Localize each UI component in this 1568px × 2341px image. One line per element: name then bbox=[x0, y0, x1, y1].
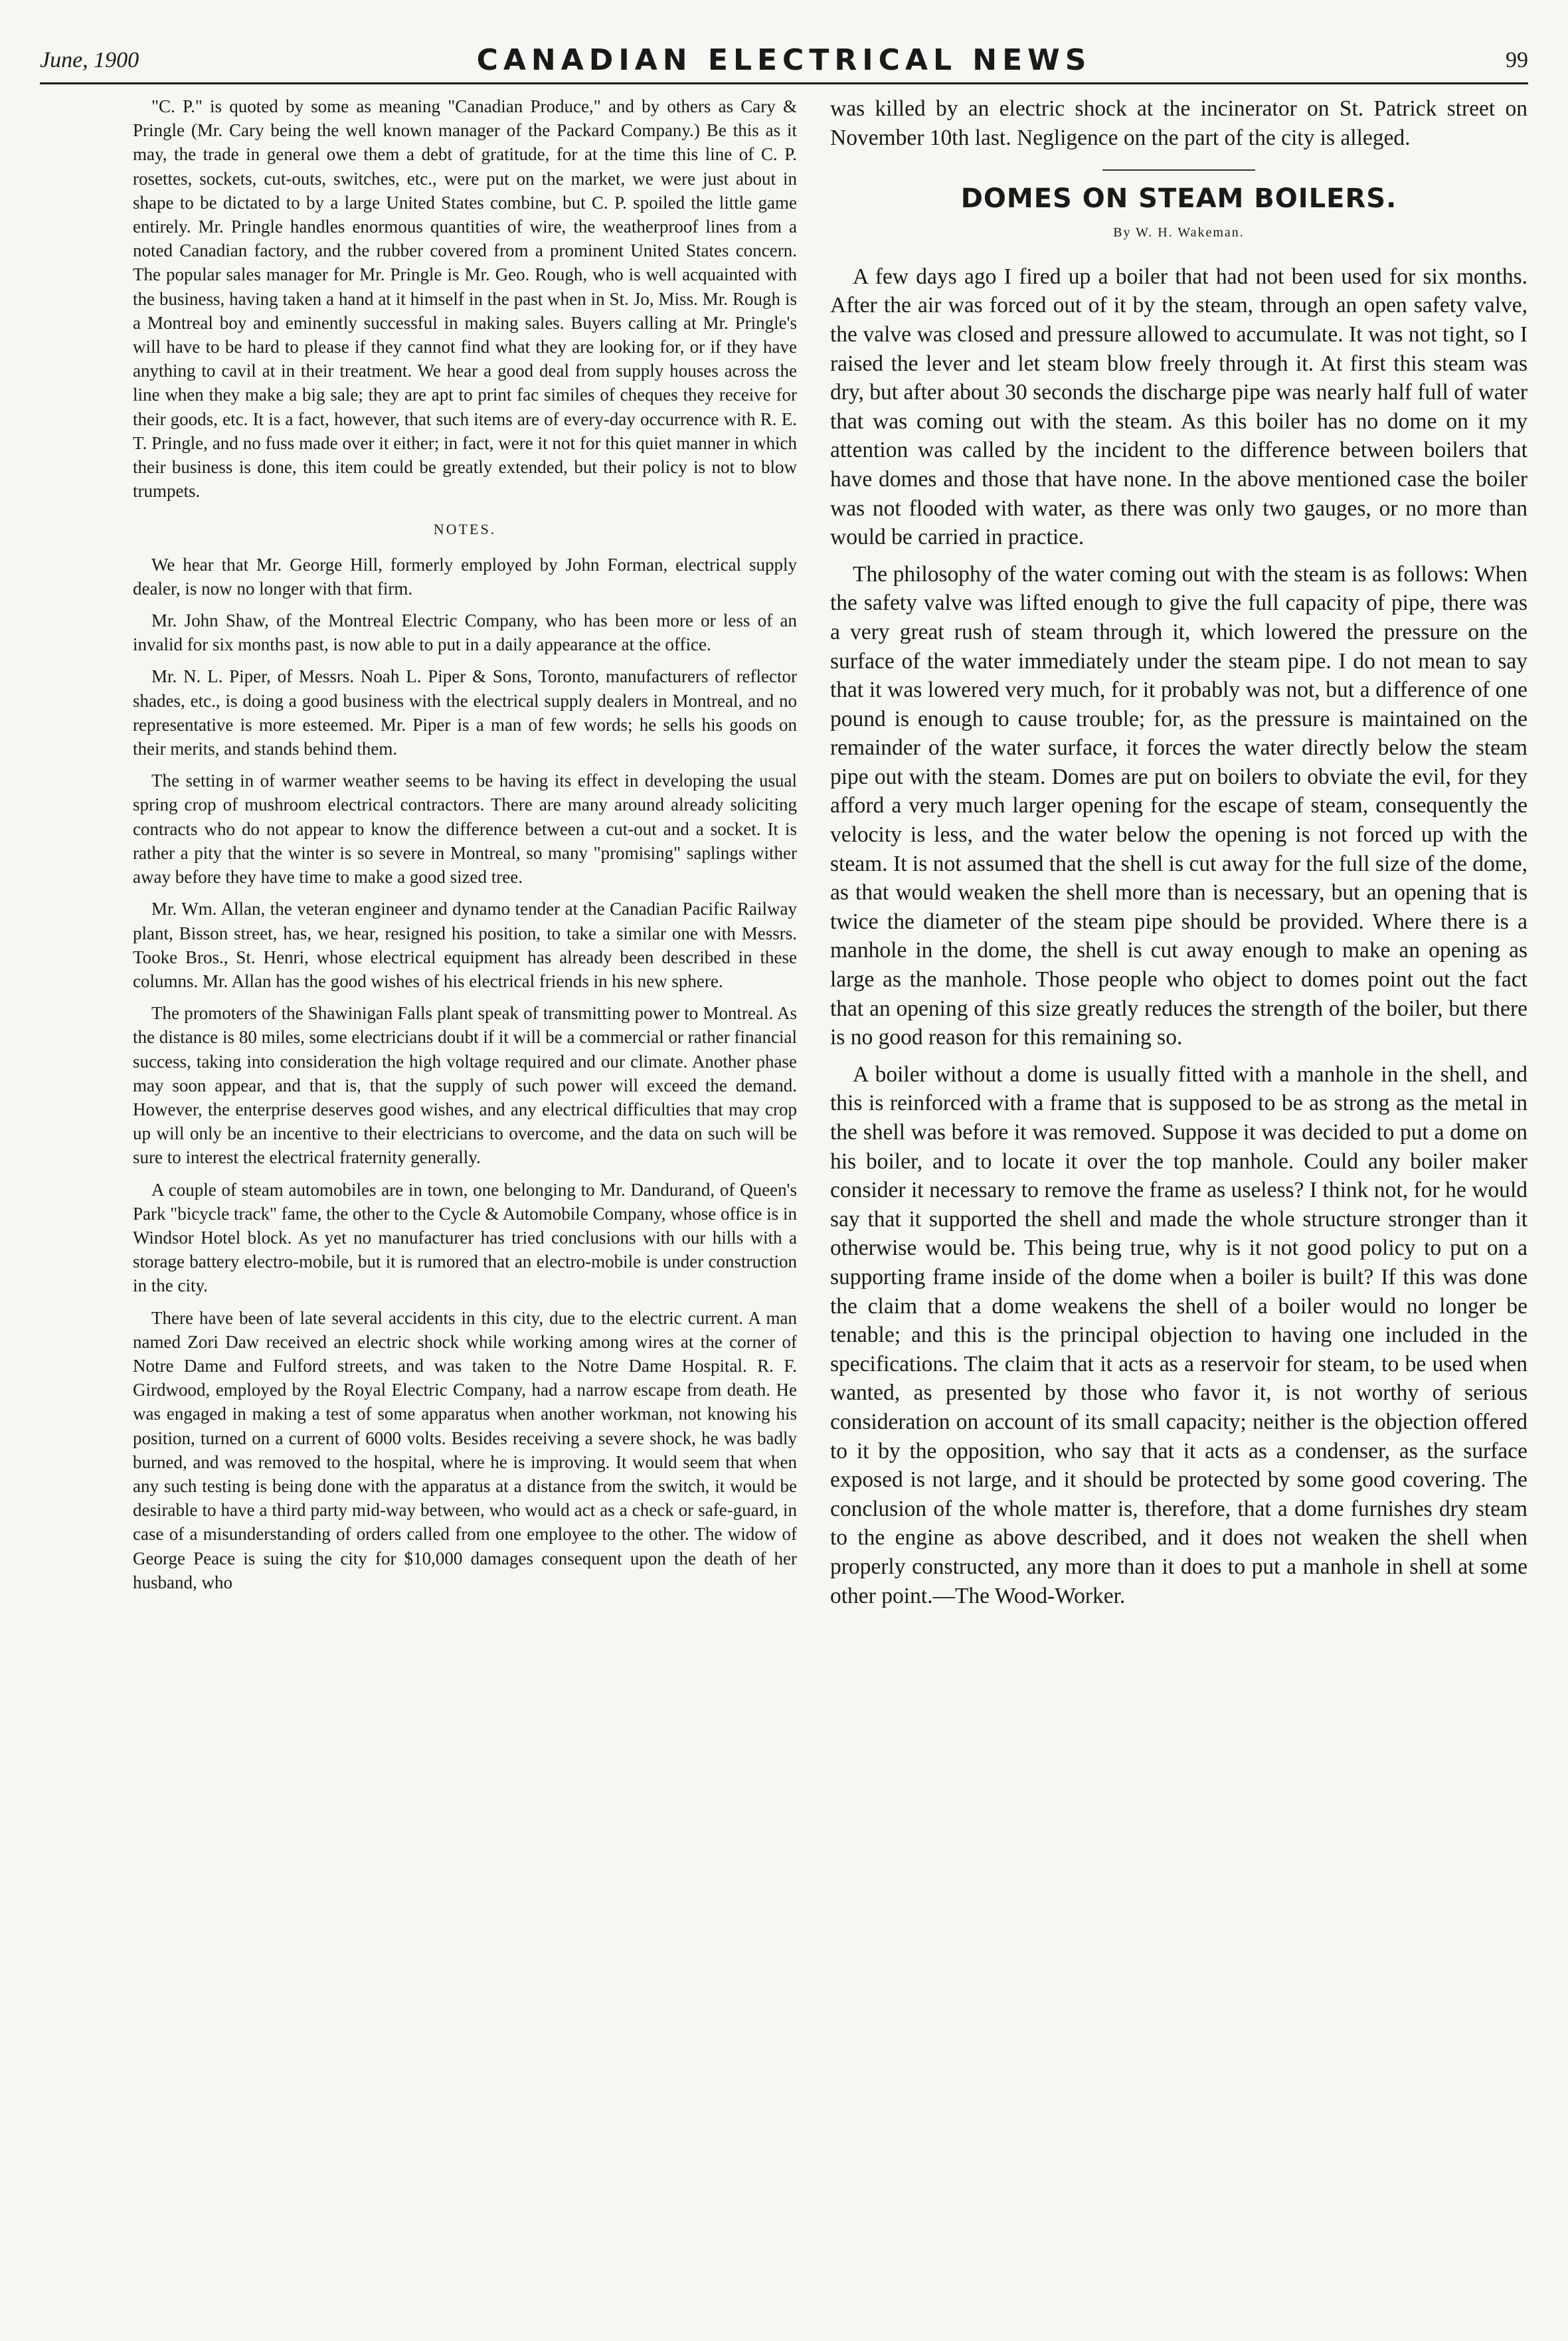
note-paragraph: Mr. N. L. Piper, of Messrs. Noah L. Piper & Sons, Toronto, manufacturers of reflector shades, etc., is doing a good business with the electrical supply dealers in Montreal, and no representative is more esteemed. Mr. Piper is a man of few words; he sells his goods on their merits, and stands behind them. bbox=[133, 666, 797, 759]
note-paragraph: Mr. Wm. Allan, the veteran engineer and dynamo tender at the Canadian Pacific Railway plant, Bisson street, has, we hear, resigned his position, to take a similar one with Messrs. Tooke Bros., St. Henri, whose electrical equipment has already been described in these columns. Mr. Allan has the good wishes of his electrical friends in his new sphere. bbox=[133, 899, 797, 991]
note-paragraph: The setting in of warmer weather seems to be having its effect in developing the usual spring crop of mushroom electrical contractors. There are many around already soliciting contracts who do not appear to know the difference between a cut-out and a socket. It is rather a pity that the winter is so severe in Montreal, so many "promising" saplings wither away before they have time to make a good sized tree. bbox=[133, 771, 797, 888]
issue-date: June, 1900 bbox=[40, 48, 139, 72]
page-number: 99 bbox=[1506, 48, 1528, 72]
continuation-paragraph: was killed by an electric shock at the incinerator on St. Patrick street on November 10th last. Negligence on the part of the city is alleged. bbox=[830, 96, 1527, 150]
note-paragraph: A couple of steam automobiles are in town, one belonging to Mr. Dandurand, of Queen's Park "bicycle track" fame, the other to the Cycle & Automobile Company, whose office is in Windsor Hotel block. As yet no manufacturer has tried conclusions with our hills with a storage battery electro-mobile, but it is rumored that an electro-mobile is under construction in the city. bbox=[133, 1179, 797, 1296]
note-paragraph: There have been of late several accidents in this city, due to the electric current. A man named Zori Daw received an electric shock while working among wires at the corner of Notre Dame and Fulford streets, and was taken to the Notre Dame Hospital. R. F. Girdwood, employed by the Royal Electric Company, had a narrow escape from death. He was engaged in making a test of some apparatus when another workman, not knowing his position, turned on a current of 6000 volts. Besides receiving a severe shock, he was badly burned, and was removed to the hospital, where he is improving. It would seem that when any such testing is being done with the apparatus at a distance from the switch, it would be desirable to have a third party mid-way between, who would act as a check or safe-guard, in case of a misunderstanding of orders called from one employee to the other. The widow of George Peace is suing the city for $10,000 damages consequent upon the death of her husband, who bbox=[133, 1307, 797, 1592]
right-column bbox=[830, 94, 1527, 1610]
intro-paragraph: "C. P." is quoted by some as meaning "Canadian Produce," and by others as Cary & Pringle (Mr. Cary being the well known manager of the Packard Company.) Be this as it may, the trade in general owe them a debt of gratitude, for at the time this line of C. P. rosettes, sockets, cut-outs, switches, etc., were put on the market, we were just about in shape to be dictated to by a large United States combine, but C. P. spoiled the little game entirely. Mr. Pringle handles enormous quantities of wire, the weatherproof lines from a noted Canadian factory, and the rubber covered from a prominent United States concern. The popular sales manager for Mr. Pringle is Mr. Geo. Rough, who is well acquainted with the business, having taken a hand at it himself in the past when in St. Jo, Miss. Mr. Rough is a Montreal boy and eminently successful in making sales. Buyers calling at Mr. Pringle's will have to be hard to please if they cannot find what they are looking for, or if they have anything to cavil at in their treatment. We hear a good deal from supply houses across the line when they make a big sale; they are apt to print fac similes of cheques they receive for their goods, etc. It is a fact, however, that such items are of every-day occurrence with R. E. T. Pringle, and no fuss made over it either; in fact, were it not for this quiet manner in which their business is done, this item could be greatly extended, but their policy is not to blow trumpets. bbox=[133, 96, 797, 502]
article-byline: By W. H. Wakeman. bbox=[1113, 225, 1245, 240]
notes-heading: NOTES. bbox=[433, 521, 497, 538]
article-paragraph: The philosophy of the water coming out with the steam is as follows: When the safety valve was lifted enough to give the full capacity of pipe, there was a very great rush of steam through it, which lowered the pressure on the surface of the water immediately under the steam pipe. I do not mean to say that it was lowered very much, for it probably was not, but a difference of one pound is enough to cause trouble; for, as the pressure is maintained on the remainder of the water surface, it forces the water directly below the steam pipe out with the steam. Domes are put on boilers to obviate the evil, for they afford a very much larger opening for the escape of steam, consequently the velocity is less, and the water below the opening is not forced up with the steam. It is not assumed that the shell is cut away for the full size of the dome, as that would weaken the shell more than is necessary, but an opening that is twice the diameter of the steam pipe should be provided. Where there is a manhole in the dome, the shell is cut away enough to make an opening as large as the manhole. Those people who object to domes point out the fact that an opening of this size greatly reduces the strength of the boiler, but there is no good reason for this remaining so. bbox=[830, 561, 1527, 1050]
section-divider bbox=[1102, 169, 1255, 171]
publication-title: CANADIAN ELECTRICAL NEWS bbox=[476, 43, 1092, 77]
article-paragraph: A boiler without a dome is usually fitted with a manhole in the shell, and this is reinforced with a frame that is supposed to be as strong as the metal in the shell was before it was removed. Suppose it was decided to put a dome on his boiler, and to locate it over the top manhole. Could any boiler maker consider it necessary to remove the frame as useless? I think not, for he would say that it supported the shell and made the whole structure stronger than it otherwise would be. This being true, why is it not good policy to put on a supporting frame inside of the dome when a boiler is built? If this was done the claim that a dome weakens the shell of a boiler would no longer be tenable; and this is the principal objection to having one included in the specifications. The claim that it acts as a reservoir for steam, to be used when wanted, as presented by those who favor it, is not worthy of serious consideration on account of its small capacity; neither is the objection offered to it by the opposition, who say that it acts as a condenser, as the surface exposed is not large, and it should be protected by some good covering. The conclusion of the whole matter is, therefore, that a dome furnishes dry steam to the engine as above described, and it does not weaken the shell when properly constructed, any more than it does to put a manhole in shell at some other point.—The Wood-Worker. bbox=[830, 1062, 1527, 1608]
article-paragraph: A few days ago I fired up a boiler that had not been used for six months. After the air was forced out of it by the steam, through an open safety valve, the valve was closed and pressure allowed to accumulate. It was not tight, so I raised the lever and let steam blow freely through it. At first this steam was dry, but after about 30 seconds the discharge pipe was nearly half full of water that was coming out with the steam. As this boiler has no dome on it my attention was called by the incident to the difference between boilers that have domes and those that have none. In the above mentioned case the boiler was not flooded with water, as there was only two gauges, or no more than would be carried in practice. bbox=[830, 264, 1527, 550]
page-header bbox=[40, 35, 1528, 84]
note-paragraph: The promoters of the Shawinigan Falls plant speak of transmitting power to Montreal. As the distance is 80 miles, some electricians doubt if it will be a commercial or rather financial success, taking into consideration the high voltage required and our climate. Another phase may soon appear, and that is, that the supply of such power will exceed the demand. However, the enterprise deserves good wishes, and any electrical difficulties that may crop up will only be an incentive to their electricians to overcome, and the data on such will be sure to interest the electrical fraternity generally. bbox=[133, 1003, 797, 1168]
note-paragraph: We hear that Mr. George Hill, formerly employed by John Forman, electrical supply dealer, is now no longer with that firm. bbox=[133, 554, 797, 599]
left-column bbox=[133, 94, 797, 1594]
note-paragraph: Mr. John Shaw, of the Montreal Electric Company, who has been more or less of an invalid for six months past, is now able to put in a daily appearance at the office. bbox=[133, 610, 797, 655]
article-title: DOMES ON STEAM BOILERS. bbox=[960, 183, 1397, 215]
